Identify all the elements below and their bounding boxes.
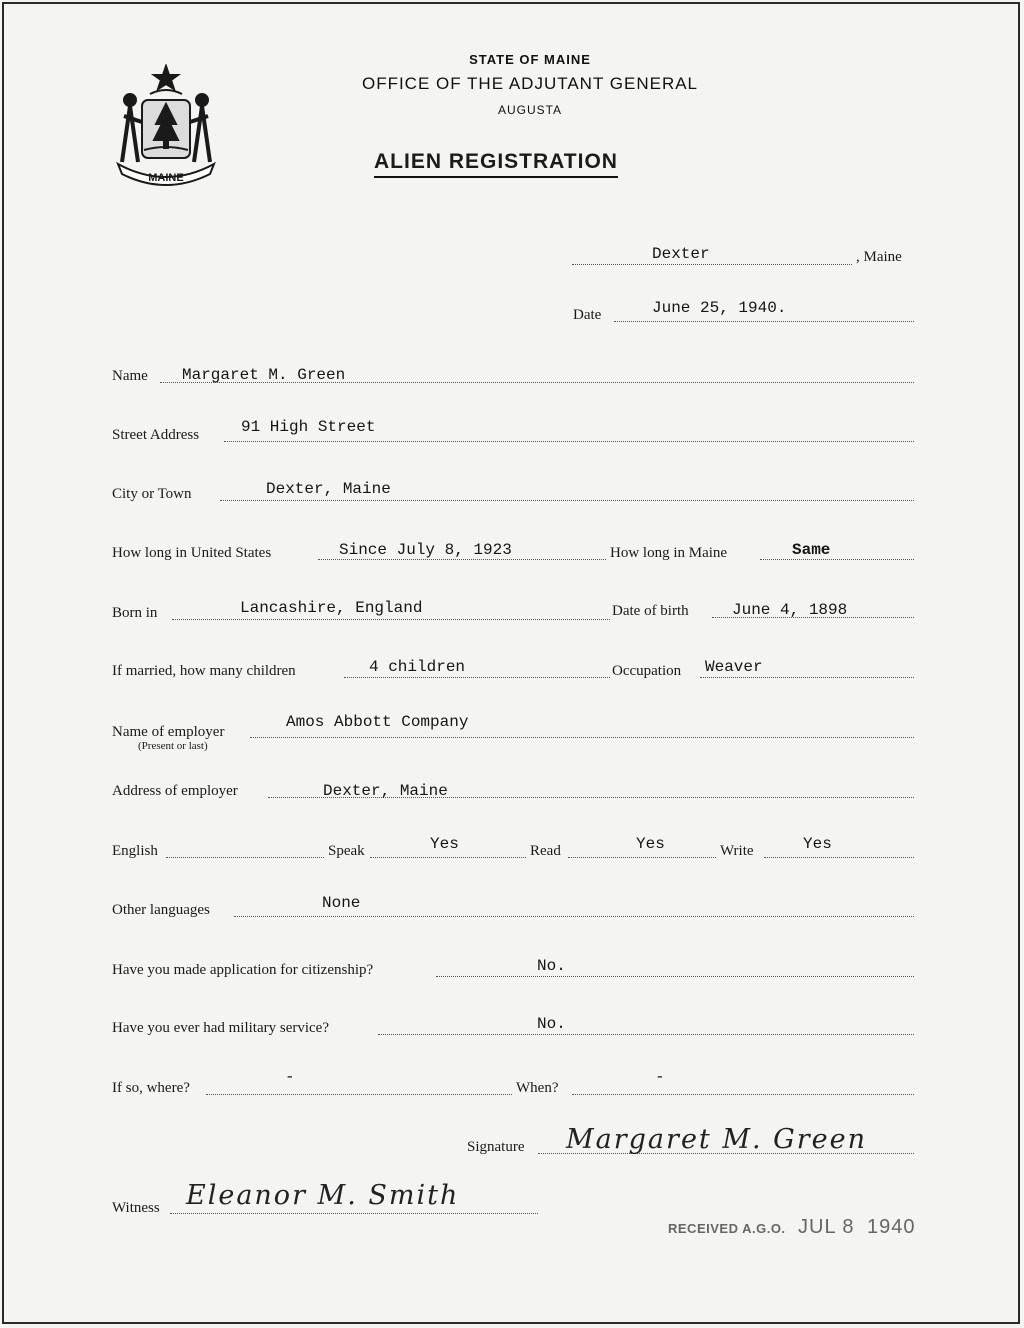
citizenship-line xyxy=(436,976,914,977)
english-label: English xyxy=(112,843,158,859)
stamp-year: 1940 xyxy=(866,1216,916,1238)
born-value: Lancashire, England xyxy=(240,599,423,617)
write-line xyxy=(764,857,914,858)
employer-label: Name of employer xyxy=(112,724,225,740)
when-label: When? xyxy=(516,1080,559,1096)
write-label: Write xyxy=(720,843,754,859)
date-value: June 25, 1940. xyxy=(652,299,787,317)
employer-address-value: Dexter, Maine xyxy=(323,782,448,800)
maine-duration-value: Same xyxy=(792,541,831,559)
seal-banner-text: MAINE xyxy=(148,172,184,184)
where-label: If so, where? xyxy=(112,1080,190,1096)
military-line xyxy=(378,1034,914,1035)
children-value: 4 children xyxy=(369,658,466,676)
name-label: Name xyxy=(112,368,148,384)
signature-label: Signature xyxy=(467,1139,525,1155)
born-line xyxy=(172,619,610,620)
stamp-month-day: JUL 8 xyxy=(798,1216,855,1238)
citizenship-label: Have you made application for citizenship? xyxy=(112,962,374,978)
employer-sublabel: (Present or last) xyxy=(138,740,208,752)
read-value: Yes xyxy=(636,835,665,853)
form-title: ALIEN REGISTRATION xyxy=(374,150,618,178)
street-line xyxy=(224,441,914,442)
date-line xyxy=(614,321,914,322)
city-label: City or Town xyxy=(112,486,192,502)
maine-state-seal xyxy=(112,64,220,194)
other-languages-line xyxy=(234,916,914,917)
town-suffix: , Maine xyxy=(856,249,902,265)
english-line xyxy=(166,857,324,858)
street-label: Street Address xyxy=(112,427,200,443)
name-value: Margaret M. Green xyxy=(182,366,346,384)
born-label: Born in xyxy=(112,605,158,621)
when-line xyxy=(572,1094,914,1095)
us-duration-value: Since July 8, 1923 xyxy=(339,541,512,559)
received-stamp xyxy=(668,1216,915,1239)
write-value: Yes xyxy=(803,835,832,853)
header-state: STATE OF MAINE xyxy=(469,52,591,67)
header-city: AUGUSTA xyxy=(497,103,563,117)
employer-value: Amos Abbott Company xyxy=(286,713,469,731)
dob-label: Date of birth xyxy=(612,603,689,619)
occupation-value: Weaver xyxy=(705,658,763,676)
witness-label: Witness xyxy=(112,1200,160,1216)
signature-handwriting: Margaret M. Green xyxy=(566,1124,867,1155)
witness-handwriting: Eleanor M. Smith xyxy=(186,1180,460,1211)
witness-line xyxy=(170,1213,538,1214)
maine-duration-line xyxy=(760,559,914,560)
military-value: No. xyxy=(537,1015,566,1033)
occupation-line xyxy=(700,677,914,678)
employer-line xyxy=(250,737,914,738)
children-line xyxy=(344,677,610,678)
street-value: 91 High Street xyxy=(241,418,376,436)
when-value: - xyxy=(655,1068,665,1086)
read-label: Read xyxy=(530,843,561,859)
city-line xyxy=(220,500,914,501)
us-duration-label: How long in United States xyxy=(112,545,272,561)
children-label: If married, how many children xyxy=(112,663,296,679)
employer-address-label: Address of employer xyxy=(112,783,238,799)
speak-line xyxy=(370,857,526,858)
dob-value: June 4, 1898 xyxy=(732,601,848,619)
town-line xyxy=(572,264,852,265)
citizenship-value: No. xyxy=(537,957,566,975)
speak-value: Yes xyxy=(430,835,459,853)
town-value: Dexter xyxy=(652,245,710,263)
date-label: Date xyxy=(573,307,602,323)
other-languages-label: Other languages xyxy=(112,902,210,918)
where-line xyxy=(206,1094,512,1095)
read-line xyxy=(568,857,716,858)
stamp-received: RECEIVED A.G.O. xyxy=(668,1221,786,1236)
occupation-label: Occupation xyxy=(612,663,682,679)
speak-label: Speak xyxy=(328,843,365,859)
other-languages-value: None xyxy=(322,894,361,912)
where-value: - xyxy=(285,1068,295,1086)
us-duration-line xyxy=(318,559,606,560)
city-value: Dexter, Maine xyxy=(266,480,391,498)
maine-duration-label: How long in Maine xyxy=(610,545,728,561)
header-office: OFFICE OF THE ADJUTANT GENERAL xyxy=(361,74,699,93)
military-label: Have you ever had military service? xyxy=(112,1020,329,1036)
